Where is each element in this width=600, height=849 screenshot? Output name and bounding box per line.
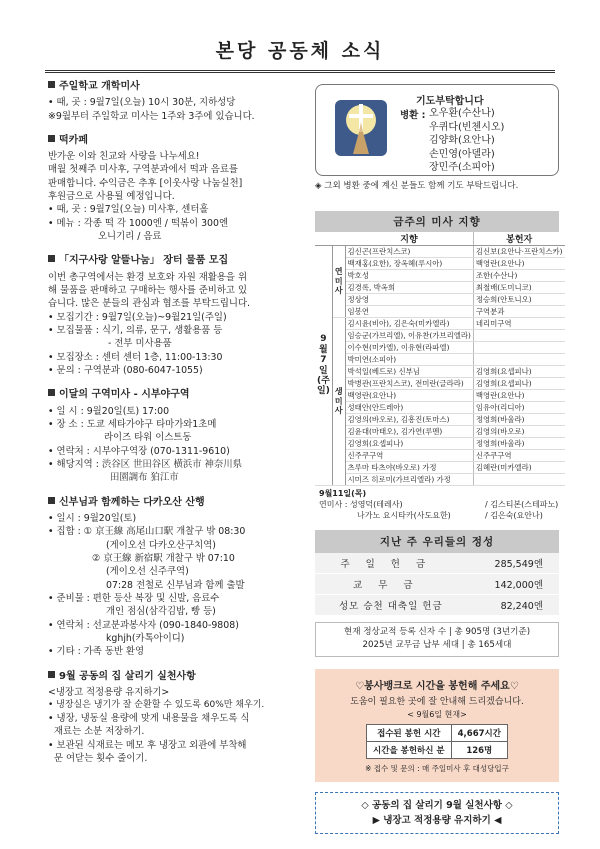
mass-intent: 박병관(프란치스코), 전미란(글라라): [345, 378, 473, 390]
text-line: 반가운 이와 친교와 사랑을 나누세요!: [48, 151, 200, 163]
table-row: [315, 438, 565, 450]
mass-intent: 김영의(바오로), 김흥진(토마스): [345, 414, 473, 426]
offer-label: 교무금: [315, 573, 467, 594]
table-row: [315, 402, 565, 414]
col-intent: 지향: [345, 232, 473, 246]
mass-intent: 김신곤(프란치스코): [345, 246, 473, 258]
text-line: • 냉장, 냉동실 용량에 맞게 내용물을 채우도록 식: [48, 712, 250, 724]
section-district-mass: [48, 388, 310, 484]
census-box: [315, 622, 559, 658]
text-line: • 냉장실은 냉기가 잘 순환할 수 있도록 60%만 채우기.: [48, 700, 265, 711]
table-row: [367, 725, 508, 742]
mass-offerer: 김신보(요안나·프란치스카): [473, 246, 564, 258]
table-row: [315, 258, 565, 270]
title-rule: [45, 70, 555, 73]
text-line: 이번 총구역에서는 환경 보호와 자원 재활용을 위: [48, 271, 248, 283]
offer-label: 성모 승천 대축일 헌금: [315, 594, 467, 615]
census-line: 2025년 교무금 납부 세대 | 총 165세대: [362, 640, 512, 651]
section-title-text: 주일학교 개학미사: [59, 81, 140, 92]
text-line: • 모집기간 : 9월7일(오늘)~9월21일(주일): [48, 311, 227, 323]
mass-offerer: 최철배(도미니코): [473, 282, 564, 294]
volunteer-date: < 9월6일 현재>: [407, 710, 467, 720]
table-row: [315, 246, 565, 258]
offer-value: 82,240엔: [467, 594, 559, 615]
sep11-offerer: / 김스티본(스테파노): [485, 500, 559, 510]
table-row: [315, 573, 559, 594]
text-line: • 보관된 식재료는 메모 후 냉장고 외관에 부착해: [48, 739, 247, 751]
text-line: • 문의 : 구역분과 (080-6047-1055): [48, 365, 203, 377]
mass-date: 9월7일(주일): [315, 246, 332, 486]
mass-offerer: 정영희(바울라): [473, 414, 564, 426]
mass-offerer: 정영희(바울라): [473, 438, 564, 450]
square-bullet-icon: [48, 389, 55, 396]
square-bullet-icon: [48, 255, 55, 262]
sick-label: 병환 :: [400, 110, 426, 121]
text-line: 해 물품을 판매하고 구매하는 행사를 준비하고 있: [48, 285, 248, 296]
table-row: [315, 318, 565, 330]
section-title: [48, 134, 310, 148]
text-line: ※9월부터 주일학교 미사는 1주와 3주에 있습니다.: [48, 110, 255, 122]
section-title: [48, 80, 310, 94]
mass-intent: 김경록, 박옥희: [345, 282, 473, 294]
table-row: [315, 306, 565, 318]
volunteer-sub: 도움이 필요한 곳에 잘 안내해 드리겠습니다.: [350, 697, 524, 708]
vol-label: 시간을 봉헌하신 분: [367, 742, 452, 759]
sep11-offerer: / 김은숙(요안나): [485, 511, 543, 521]
offering-header: 지난 주 우리들의 정성: [315, 530, 559, 553]
mass-body: [315, 246, 565, 486]
mass-offerer: 조한(수산나): [473, 270, 564, 282]
mass-offerer: 정승희(안토니오): [473, 294, 564, 306]
home-box-item: ▶ 냉장고 적정용량 유지하기 ◀: [372, 815, 502, 827]
sep11-intent: 나가노 요시타카(사도요한): [357, 511, 451, 521]
text-line: • 메뉴 : 각종 떡 각 1000엔 / 떡볶이 300엔: [48, 217, 229, 229]
section-title: [48, 254, 310, 268]
text-line: • 연락처 : 시부야구역장 (070-1311-9610): [48, 445, 230, 457]
sick-name: 우퀴다(빈첸시오): [429, 121, 505, 133]
table-row: [315, 330, 565, 342]
mass-offerer: [473, 474, 564, 486]
table-row: [315, 594, 559, 615]
table-row: [315, 354, 565, 366]
mass-intent: 김윤대(마태오), 김가연(루멘): [345, 426, 473, 438]
square-bullet-icon: [48, 81, 55, 88]
mass-offerer: 네리미구역: [473, 318, 564, 330]
text-line: (게이오선 신주쿠역): [106, 566, 189, 578]
home-box-title: ◇ 공동의 집 살리기 9월 실천사항 ◇: [361, 800, 513, 812]
text-line: (게이오선 다카오산구치역): [106, 539, 216, 551]
sick-name: 오우환(수산나): [429, 108, 495, 119]
mass-type: 생미사: [332, 318, 345, 486]
section-title: [48, 670, 310, 684]
volunteer-table: [366, 724, 508, 759]
mass-offerer: [473, 354, 564, 366]
mass-offerer: 김혜란(미카엘라): [473, 462, 564, 474]
text-line: [48, 458, 310, 471]
table-row: [315, 462, 565, 474]
text-line: 라이즈 타워 이스트동: [104, 432, 192, 444]
square-bullet-icon: [48, 671, 55, 678]
area-label: • 해당지역 :: [48, 458, 99, 470]
text-line: • 일시 : 9월20일(토): [48, 512, 137, 524]
text-line: • 기타 : 가족 동반 환영: [48, 646, 145, 658]
mass-offerer: 김영희(요셉피나): [473, 378, 564, 390]
section-bazaar: [48, 254, 310, 377]
mass-intent: 이수현(미카엘), 이유현(라파엘): [345, 342, 473, 354]
mass-intent: 박석일(베드로) 신부님: [345, 366, 473, 378]
sep11-block: [315, 488, 559, 522]
table-row: [315, 270, 565, 282]
section-title: [48, 388, 310, 402]
section-home: [48, 670, 310, 766]
text-line: • 집합 : ① 京王線 高尾山口駅 개찰구 밖 08:30: [48, 526, 246, 538]
section-title: [48, 496, 310, 510]
text-line: • 준비물 : 편한 등산 복장 및 신발, 음료수: [48, 592, 220, 604]
text-line: • 때, 곳 : 9월7일(오늘) 10시 30분, 지하성당: [48, 97, 236, 109]
mass-offerer: 김영희(요셉피나): [473, 366, 564, 378]
right-column: [315, 84, 563, 834]
text-line: kghjh(카톡아이디): [106, 632, 185, 644]
table-row: [315, 366, 565, 378]
sep11-row: [319, 499, 559, 510]
offer-value: 285,549엔: [467, 553, 559, 574]
sep11-date: 9월11일(목): [319, 489, 367, 498]
text-line: • 모집장소 : 센터 센터 1층, 11:00-13:30: [48, 351, 223, 363]
text-line: 매월 첫째주 미사후, 구역분과에서 떡과 음료를: [48, 164, 238, 176]
text-line: 오니기리 / 음료: [98, 231, 162, 243]
mass-intent: 신주쿠구역: [345, 450, 473, 462]
sick-list: [429, 107, 504, 175]
volunteer-title: ♡봉사뱅크로 시간을 봉헌해 주세요♡: [355, 681, 519, 693]
table-row: [367, 742, 508, 759]
text-line: ② 京王線 新宿駅 개찰구 밖 07:10: [92, 552, 235, 564]
section-title-text: 9월 공동의 집 살리기 실천사항: [59, 670, 196, 682]
section-title-text: 이달의 구역미사 - 시부야구역: [59, 389, 190, 401]
mass-intent: 김영희(요셉피나): [345, 438, 473, 450]
section-rice-cafe: [48, 134, 310, 244]
text-line: <냉장고 적정용량 유지하기>: [48, 686, 170, 698]
mass-offerer: 구역분과: [473, 306, 564, 318]
page-title: 본당 공동체 소식: [215, 40, 385, 62]
text-line: 습니다. 많은 분들의 관심과 협조를 부탁드립니다.: [48, 298, 250, 310]
text-line: • 때, 곳 : 9월7일(오늘) 미사후, 센터홀: [48, 204, 209, 216]
offer-value: 142,000엔: [467, 573, 559, 594]
text-line: 판매합니다. 수익금은 추후 [이웃사랑 나눔실천]: [48, 177, 243, 189]
table-row: [315, 474, 565, 486]
text-line: • 장 소 : 도쿄 세타가야구 타마가와1초메: [48, 418, 217, 430]
section-title-text: 신부님과 함께하는 다카오산 산행: [59, 496, 205, 508]
sick-name: 장민주(소피아): [429, 162, 495, 173]
mass-intent: 김시윤(비아), 김은숙(미카엘라): [345, 318, 473, 330]
home-practice-box: [315, 792, 559, 834]
volunteer-box: [315, 669, 559, 782]
mass-offerer: [473, 342, 564, 354]
mass-intent: 박호성: [345, 270, 473, 282]
mass-offerer: 신주쿠구역: [473, 450, 564, 462]
vol-label: 접수된 봉헌 시간: [367, 725, 452, 742]
col-offerer: 봉헌자: [473, 232, 564, 246]
mass-offerer: [473, 330, 564, 342]
mass-intent: 임승군(가브리엘), 이유찬(가브리엘라): [345, 330, 473, 342]
table-row: [315, 390, 565, 402]
table-row: [315, 450, 565, 462]
text-line: 07:28 전철로 신부님과 함께 출발: [106, 579, 245, 591]
text-line: 문 여닫는 횟수 줄이기.: [48, 752, 148, 764]
square-bullet-icon: [48, 497, 55, 504]
mass-offerer: 백영란(요안나): [473, 390, 564, 402]
mass-intent: 백영란(요안나): [345, 390, 473, 402]
mass-intent: 정상영: [345, 294, 473, 306]
section-title-text: 떡카페: [59, 134, 88, 146]
prayer-box: [315, 84, 559, 176]
table-row: [315, 282, 565, 294]
vol-value: 126명: [451, 742, 507, 759]
mass-intent: 츠루마 타츠야(바오로) 가정: [345, 462, 473, 474]
prayer-title: 기도부탁합니다: [416, 96, 484, 107]
mass-intent: 백재홍(요한), 장옥혜(루시아): [345, 258, 473, 270]
table-row: [315, 414, 565, 426]
mass-offerer: 임유아(리디아): [473, 402, 564, 414]
mass-intent: 성태안(안드레아): [345, 402, 473, 414]
mass-offerer: 백영란(요안나): [473, 258, 564, 270]
table-row: [315, 553, 559, 574]
mass-intent: 박미연(소피아): [345, 354, 473, 366]
text-line: 개인 점심(삼각김밥, 빵 등): [106, 606, 216, 618]
table-row: [315, 294, 565, 306]
text-line: • 연락처 : 선교분과봉사자 (090-1840-9808): [48, 619, 239, 631]
offering-table: [315, 553, 559, 616]
table-row: [315, 426, 565, 438]
mass-type: 연미사: [332, 246, 345, 318]
volunteer-note: ※ 접수 및 문의 : 매 주일미사 후 대성당입구: [365, 764, 509, 774]
section-sunday-school: [48, 80, 310, 123]
mass-intent: 임봉연: [345, 306, 473, 318]
text-line: - 전부 미사용품: [108, 338, 172, 350]
mass-intent: 시미즈 히로미(가브리엘라) 가정: [345, 474, 473, 486]
vol-value: 4,667시간: [451, 725, 507, 742]
mass-table: [315, 232, 565, 486]
table-row: [315, 378, 565, 390]
prayer-note: ◈ 그외 병환 중에 계신 분들도 함께 기도 부탁드립니다.: [315, 181, 519, 191]
mass-offerer: 김영의(바오로): [473, 426, 564, 438]
left-column: [48, 80, 310, 776]
section-hike: [48, 496, 310, 659]
sick-name: 손민영(아델라): [429, 148, 495, 160]
text-line: • 모집물품 : 식기, 의류, 문구, 생활용품 등: [48, 325, 223, 337]
census-line: 현재 정상교적 등록 신자 수 | 총 905명 (3년기준): [343, 626, 531, 637]
text-line: 田園調布 狛江市: [110, 472, 179, 484]
offer-label: 주일헌금: [315, 553, 467, 574]
header-blank: [315, 232, 345, 246]
section-title-text: 「지구사랑 알뜰나눔」 장터 물품 모집: [59, 255, 229, 267]
text-line: • 일 시 : 9월20일(토) 17:00: [48, 405, 170, 417]
mass-header: 금주의 미사 지향: [315, 211, 559, 232]
sep11-intent: 연미사 : 성영덕(테레사): [319, 500, 403, 510]
square-bullet-icon: [48, 135, 55, 142]
text-line: 재료는 소분 저장하기.: [48, 726, 145, 738]
text-line: 후원금으로 사용될 예정입니다.: [48, 191, 175, 203]
table-header-row: [315, 232, 565, 246]
sick-name: 김양화(요안나): [429, 135, 495, 146]
table-row: [315, 342, 565, 354]
area-list: 渋谷区 世田谷区 横浜市 神奈川県: [101, 458, 243, 470]
praying-hands-icon: [331, 98, 391, 158]
sep11-row: [319, 510, 559, 521]
